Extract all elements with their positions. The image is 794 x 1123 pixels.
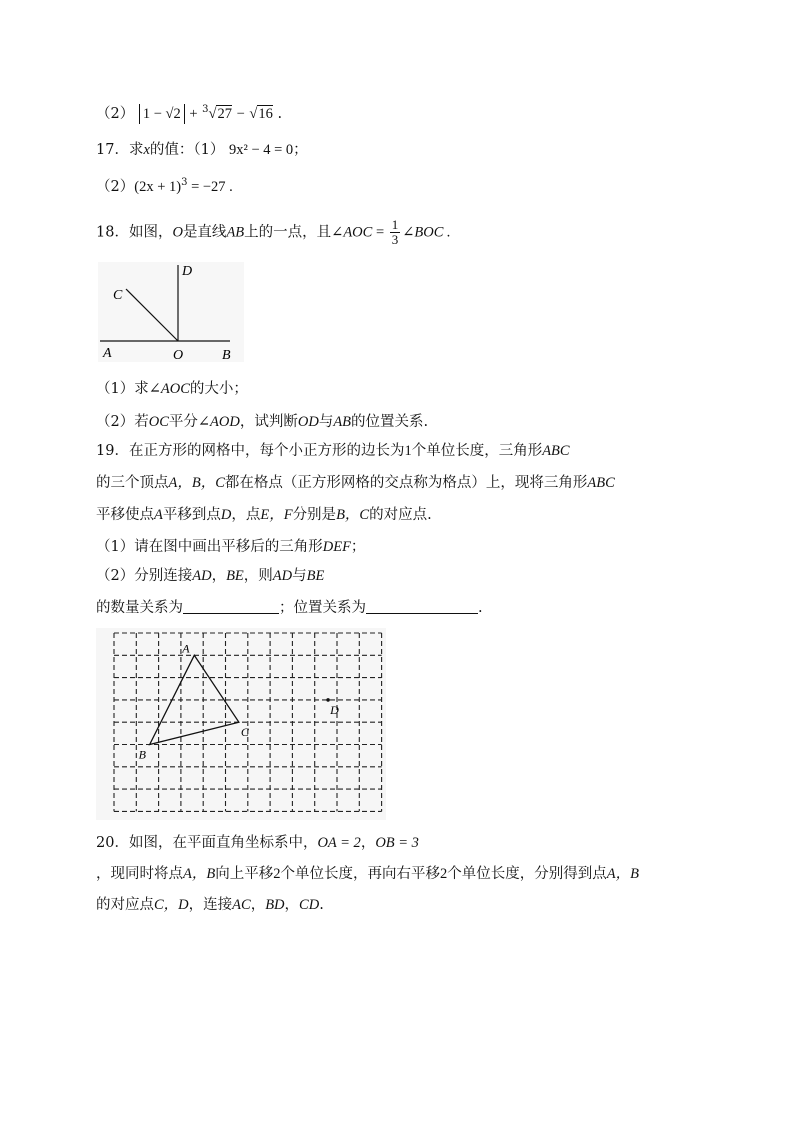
triangle-label: ABC xyxy=(542,443,570,459)
angle-label: AOD xyxy=(210,414,240,430)
segment-label: CD xyxy=(299,897,320,913)
q20-line1 xyxy=(96,833,419,853)
sqrt-radicand: 16 xyxy=(258,105,273,122)
q18-figure xyxy=(96,262,246,362)
q20-line3 xyxy=(96,895,324,915)
text: 是直线 xyxy=(182,224,227,241)
text: 在正方形的网格中，每个小正方形的边长为 xyxy=(128,443,405,459)
segment-label: OD xyxy=(297,414,319,430)
question-number: 19． xyxy=(96,443,129,459)
number: 2 xyxy=(439,866,448,882)
text: 的对应点 xyxy=(96,897,154,913)
plus-sign: + xyxy=(189,105,198,122)
equation-2-base: (2x + 1) xyxy=(134,178,182,195)
text: ，连接 xyxy=(188,897,233,913)
text: ， xyxy=(250,897,266,913)
equation-oa: OA = 2 xyxy=(317,835,361,851)
exponent: 3 xyxy=(181,177,188,188)
q19-line2 xyxy=(96,473,615,493)
q20-line2 xyxy=(96,864,639,884)
text: （2）若 xyxy=(96,414,149,430)
text: ，现同时将点 xyxy=(96,866,183,882)
angle-label: AOC xyxy=(160,381,190,397)
point-label: O xyxy=(172,224,183,241)
point-labels: E，F xyxy=(260,507,293,523)
text: 分别是 xyxy=(292,507,337,523)
text: 与 xyxy=(292,568,307,584)
q19-line1 xyxy=(96,441,570,461)
text: 平移到点 xyxy=(162,507,221,523)
q19-answer-line xyxy=(96,598,483,618)
q19-part2 xyxy=(96,566,324,586)
cube-root-index: 3 xyxy=(202,104,209,115)
q16-part2 xyxy=(96,100,282,124)
triangle-label: ABC xyxy=(587,475,615,491)
q18-part1 xyxy=(96,379,248,399)
text: 个单位长度，再向右平移 xyxy=(280,866,440,882)
label-d: D xyxy=(182,264,193,279)
text: 的位置关系. xyxy=(351,414,429,430)
part-label: （2） xyxy=(96,178,135,195)
text: ，试判断 xyxy=(239,414,298,430)
figure-background xyxy=(98,262,244,362)
angle-label: AOC xyxy=(343,224,373,241)
part-label: （2） xyxy=(96,105,135,122)
q17-line2 xyxy=(96,173,233,197)
text: ， xyxy=(360,835,376,851)
text: 向上平移 xyxy=(215,866,274,882)
text: 平移使点 xyxy=(96,507,154,523)
text: 的大小； xyxy=(189,381,248,397)
text: （2）分别连接 xyxy=(96,568,193,584)
number: 2 xyxy=(273,866,281,882)
text: 与 xyxy=(318,414,334,430)
q17-line1 xyxy=(96,140,308,160)
text: ； xyxy=(350,539,366,555)
text: 的值：（1） xyxy=(149,142,225,158)
question-number: 20． xyxy=(96,835,129,851)
grid-label-d: D xyxy=(330,702,339,717)
text: 的数量关系为 xyxy=(96,600,183,616)
question-number: 18． xyxy=(96,224,129,241)
number: 1 xyxy=(404,443,412,459)
text: . xyxy=(478,600,483,616)
fraction-denominator: 3 xyxy=(391,232,399,247)
radical-sign: √ xyxy=(208,105,217,122)
segment-label: AD xyxy=(192,568,212,584)
point-labels: A，B xyxy=(606,866,639,882)
point-label: A xyxy=(154,507,163,523)
segment-label: AD xyxy=(272,568,293,584)
equals-sign: = xyxy=(372,224,388,241)
segment-label: OC xyxy=(148,414,169,430)
point-label: D xyxy=(220,507,232,523)
text: 平分∠ xyxy=(168,414,211,430)
absolute-value xyxy=(139,104,185,124)
point-labels: A，B xyxy=(183,866,216,882)
position-answer-blank[interactable] xyxy=(366,599,478,614)
grid-label-c: C xyxy=(240,725,249,740)
q18-part2 xyxy=(96,412,428,432)
text: 都在格点（正方形网格的交点称为格点）上，现将三角形 xyxy=(224,475,588,491)
segment-label: AC xyxy=(232,897,251,913)
text: ， xyxy=(211,568,227,584)
fraction-one-third xyxy=(390,218,401,247)
equation-1: 9x² − 4 = 0； xyxy=(228,142,308,158)
q19-part1 xyxy=(96,537,365,557)
triangle-label: DEF xyxy=(322,539,351,555)
segment-label: BD xyxy=(265,897,285,913)
q19-grid-figure xyxy=(96,628,386,820)
text: （1）请在图中画出平移后的三角形 xyxy=(96,539,323,555)
text: 上的一点，且∠ xyxy=(244,224,344,241)
figure-background xyxy=(96,628,386,820)
label-c: C xyxy=(113,288,123,303)
segment-label: BE xyxy=(226,568,244,584)
q18-stem xyxy=(96,218,451,247)
text: 个单位长度，三角形 xyxy=(411,443,543,459)
quantity-answer-blank[interactable] xyxy=(183,599,279,614)
grid-label-b: B xyxy=(138,747,147,762)
segment-label: BE xyxy=(306,568,325,584)
text: ，则 xyxy=(243,568,273,584)
text: . xyxy=(319,897,324,913)
variable: x xyxy=(143,142,150,158)
minus-sign: − xyxy=(236,105,245,122)
text: ，点 xyxy=(231,507,261,523)
text: 个单位长度，分别得到点 xyxy=(447,866,607,882)
equation-ob: OB = 3 xyxy=(375,835,419,851)
q19-line3 xyxy=(96,505,432,525)
segment-label: AB xyxy=(226,224,245,241)
question-number: 17． xyxy=(96,142,129,158)
text: 如图， xyxy=(128,224,173,241)
point-labels: C，D xyxy=(154,897,189,913)
abs-inner: 1 − √2 xyxy=(142,105,181,122)
label-o: O xyxy=(173,348,184,362)
text: 的对应点. xyxy=(369,507,432,523)
vertex-labels: A，B，C xyxy=(168,475,225,491)
equation-2-rhs: = −27 . xyxy=(187,178,233,195)
text: 如图，在平面直角坐标系中， xyxy=(128,835,318,851)
label-b: B xyxy=(222,348,231,362)
label-a: A xyxy=(103,346,112,361)
radical-sign: √ xyxy=(249,105,258,122)
cube-root-radicand: 27 xyxy=(217,105,232,122)
angle-label: ∠BOC . xyxy=(402,224,451,241)
text: 的三个顶点 xyxy=(96,475,169,491)
text: ， xyxy=(284,897,300,913)
fraction-numerator: 1 xyxy=(391,217,399,232)
text: ；位置关系为 xyxy=(279,600,366,616)
point-labels: B，C xyxy=(336,507,370,523)
point-d xyxy=(326,698,330,702)
end-period: . xyxy=(277,105,283,122)
grid-label-a: A xyxy=(182,641,190,656)
text: （1）求∠ xyxy=(96,381,161,397)
segment-label: AB xyxy=(333,414,352,430)
text: 求 xyxy=(128,142,144,158)
